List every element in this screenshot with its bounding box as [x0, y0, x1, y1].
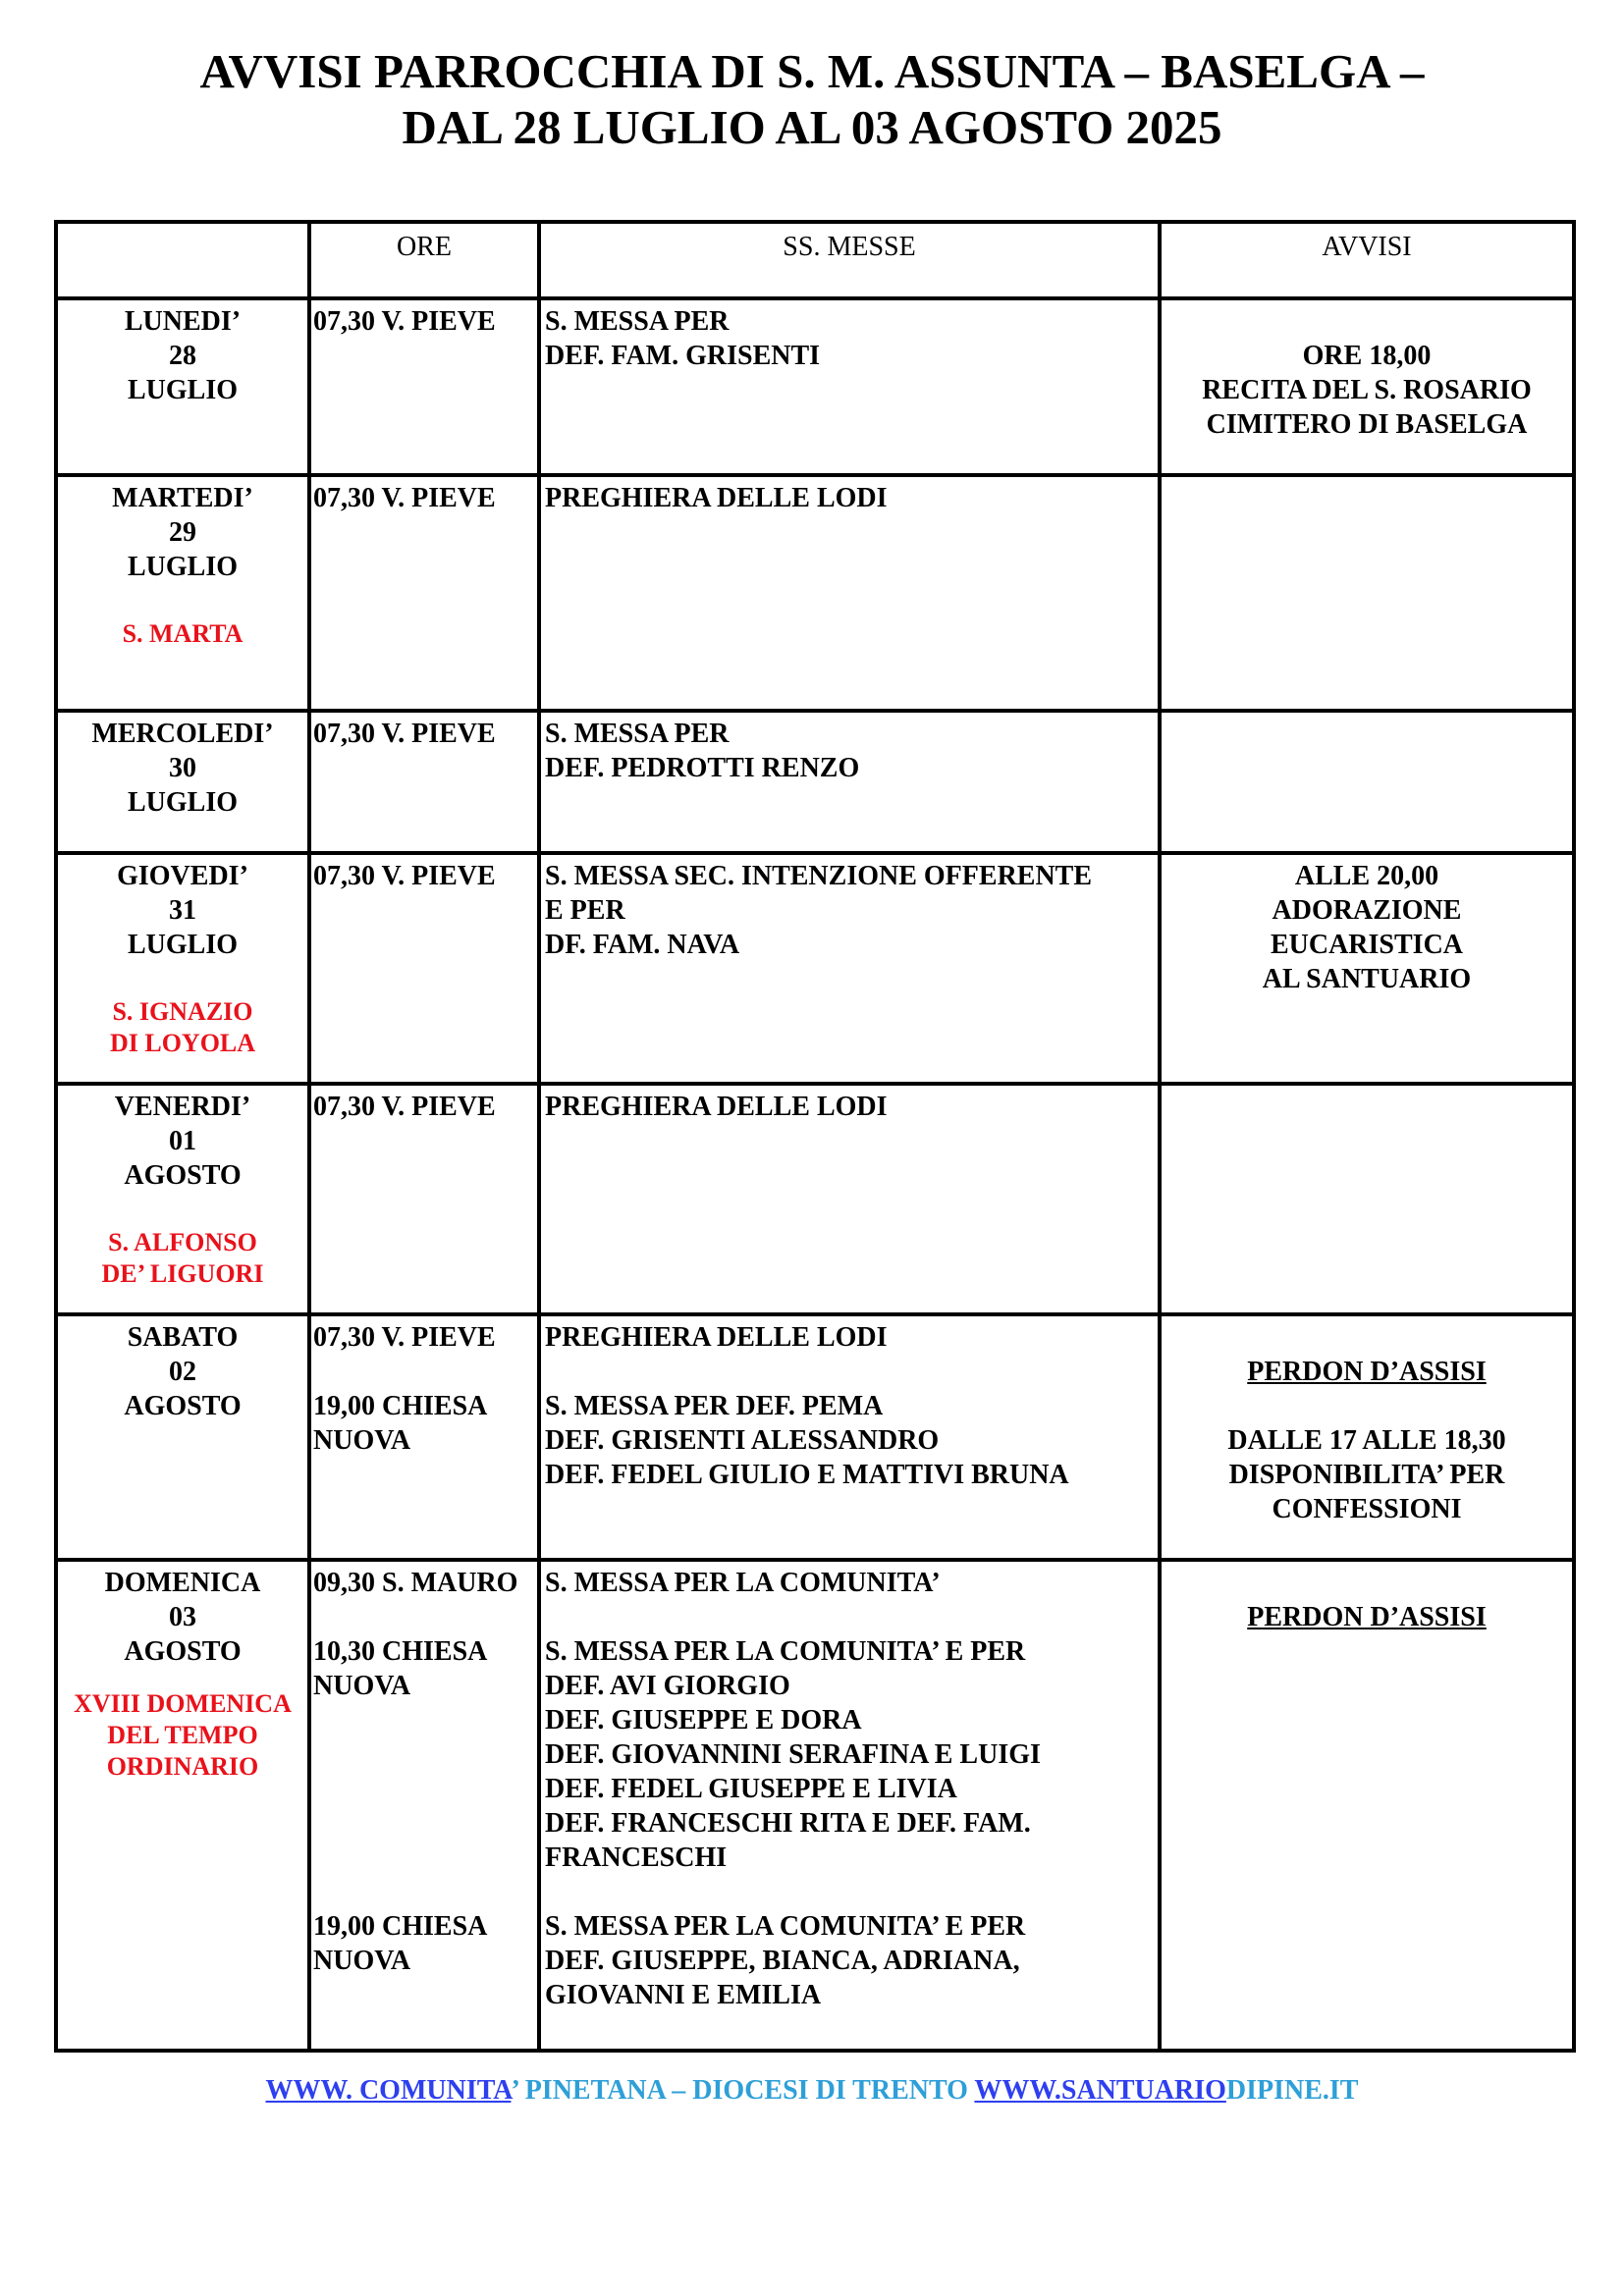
day-line: 29 — [169, 517, 196, 548]
saint-name: S. IGNAZIO — [112, 997, 253, 1026]
day-line: AGOSTO — [124, 1636, 242, 1667]
footer — [0, 2075, 1624, 2107]
ore-line — [313, 1600, 537, 1634]
table-row — [56, 1560, 1574, 2051]
ore-line: NUOVA — [313, 1946, 411, 1976]
saint-name: S. MARTA — [122, 619, 244, 648]
avvisi-line: DISPONIBILITA’ PER — [1228, 1460, 1505, 1490]
messe-line: S. MESSA PER LA COMUNITA’ — [545, 1568, 941, 1598]
messe-line: PREGHIERA DELLE LODI — [545, 1092, 888, 1122]
day-line: MARTEDI’ — [112, 483, 253, 513]
header-messe: SS. MESSE — [539, 222, 1160, 298]
messe-line: S. MESSA PER LA COMUNITA’ E PER — [545, 1911, 1026, 1942]
messe-line: DEF. PEDROTTI RENZO — [545, 753, 860, 783]
avvisi-line: ADORAZIONE — [1272, 895, 1462, 926]
table-row — [56, 1314, 1574, 1560]
ore-line: 07,30 V. PIEVE — [313, 306, 496, 337]
messe-line: DEF. GIUSEPPE E DORA — [545, 1705, 862, 1735]
messe-line: PREGHIERA DELLE LODI — [545, 483, 888, 513]
messe-line: DEF. GIUSEPPE, BIANCA, ADRIANA, — [545, 1946, 1020, 1976]
messe-line: DEF. FEDEL GIULIO E MATTIVI BRUNA — [545, 1460, 1069, 1490]
ore-cell — [309, 1084, 539, 1314]
messe-line: DEF. GIOVANNINI SERAFINA E LUIGI — [545, 1739, 1041, 1770]
messe-line: E PER — [545, 895, 625, 926]
table-row — [56, 1084, 1574, 1314]
avvisi-line: AL SANTUARIO — [1262, 964, 1472, 994]
spacer — [1162, 1389, 1572, 1423]
ore-line — [313, 1806, 537, 1841]
table-row — [56, 711, 1574, 853]
messe-cell — [539, 298, 1160, 475]
avvisi-line: DALLE 17 ALLE 18,30 — [1227, 1425, 1506, 1456]
table-row — [56, 475, 1574, 711]
messe-line: S. MESSA PER — [545, 306, 730, 337]
footer-text-tail: DIPINE.IT — [1225, 2075, 1359, 2106]
footer-link-comunita[interactable]: WWW. COMUNITA — [265, 2075, 512, 2106]
day-cell — [56, 711, 309, 853]
ore-cell — [309, 853, 539, 1084]
day-line: LUGLIO — [127, 375, 239, 405]
ore-line — [313, 1355, 537, 1389]
saint-name: DE’ LIGUORI — [101, 1259, 264, 1288]
messe-line — [545, 1600, 1158, 1634]
messe-cell — [539, 1084, 1160, 1314]
messe-line: DEF. GRISENTI ALESSANDRO — [545, 1425, 940, 1456]
ore-line: 19,00 CHIESA — [313, 1911, 488, 1942]
table-row — [56, 298, 1574, 475]
avvisi-line: CIMITERO DI BASELGA — [1206, 409, 1528, 440]
messe-cell — [539, 711, 1160, 853]
header-avvisi: AVVISI — [1160, 222, 1574, 298]
day-line: MERCOLEDI’ — [91, 719, 274, 749]
ore-cell — [309, 1560, 539, 2051]
ore-line — [313, 1703, 537, 1737]
day-line: VENERDI’ — [114, 1092, 251, 1122]
avvisi-heading: PERDON D’ASSISI — [1247, 1357, 1487, 1387]
day-cell — [56, 1314, 309, 1560]
ore-line: 19,00 CHIESA — [313, 1391, 488, 1421]
ore-cell — [309, 1314, 539, 1560]
ore-cell — [309, 475, 539, 711]
day-line: LUGLIO — [127, 552, 239, 582]
saint-name: DI LOYOLA — [109, 1029, 256, 1057]
ore-cell — [309, 298, 539, 475]
avvisi-cell — [1160, 711, 1574, 853]
day-line: AGOSTO — [124, 1391, 242, 1421]
ore-line — [313, 1737, 537, 1772]
footer-text: ’ PINETANA – DIOCESI DI TRENTO — [511, 2075, 975, 2106]
ore-line: NUOVA — [313, 1425, 411, 1456]
schedule-table — [54, 220, 1576, 2053]
day-line: 03 — [169, 1602, 196, 1632]
avvisi-line: EUCARISTICA — [1270, 930, 1464, 960]
messe-line: S. MESSA PER — [545, 719, 730, 749]
messe-line — [545, 1875, 1158, 1909]
spacer — [58, 584, 307, 618]
messe-line: PREGHIERA DELLE LODI — [545, 1322, 888, 1353]
day-cell — [56, 1084, 309, 1314]
day-cell — [56, 298, 309, 475]
messe-cell — [539, 1560, 1160, 2051]
day-line: 30 — [169, 753, 196, 783]
saint-name: XVIII DOMENICA — [74, 1689, 292, 1718]
spacer — [58, 1669, 307, 1688]
messe-line: DEF. AVI GIORGIO — [545, 1671, 790, 1701]
table-row — [56, 853, 1574, 1084]
schedule-body — [56, 298, 1574, 2051]
day-line: AGOSTO — [124, 1160, 242, 1191]
ore-line — [313, 1875, 537, 1909]
day-line: LUNEDI’ — [124, 306, 242, 337]
ore-line: 07,30 V. PIEVE — [313, 861, 496, 891]
day-line: 28 — [169, 341, 196, 371]
ore-line — [313, 1772, 537, 1806]
day-line: LUGLIO — [127, 930, 239, 960]
page-title-line-1: AVVISI PARROCCHIA DI S. M. ASSUNTA – BASELGA – — [199, 44, 1425, 98]
avvisi-cell — [1160, 1314, 1574, 1560]
ore-line: 07,30 V. PIEVE — [313, 483, 496, 513]
avvisi-heading: PERDON D’ASSISI — [1247, 1602, 1487, 1632]
day-cell — [56, 475, 309, 711]
ore-line — [313, 1841, 537, 1875]
saint-name: DEL TEMPO — [107, 1721, 258, 1749]
saint-name: ORDINARIO — [106, 1752, 259, 1781]
avvisi-cell — [1160, 475, 1574, 711]
saint-name: S. ALFONSO — [108, 1228, 257, 1256]
ore-line: 07,30 V. PIEVE — [313, 719, 496, 749]
day-line: 02 — [169, 1357, 196, 1387]
day-cell — [56, 853, 309, 1084]
spacer — [58, 1193, 307, 1227]
avvisi-line — [1162, 304, 1572, 339]
avvisi-line: ALLE 20,00 — [1294, 861, 1439, 891]
header-day — [56, 222, 309, 298]
messe-cell — [539, 1314, 1160, 1560]
messe-cell — [539, 475, 1160, 711]
messe-cell — [539, 853, 1160, 1084]
messe-line: DEF. FAM. GRISENTI — [545, 341, 821, 371]
spacer — [1162, 1566, 1572, 1600]
ore-line: 10,30 CHIESA — [313, 1636, 488, 1667]
avvisi-cell — [1160, 1560, 1574, 2051]
avvisi-line: ORE 18,00 — [1302, 341, 1432, 371]
messe-line: FRANCESCHI — [545, 1842, 728, 1873]
spacer — [58, 962, 307, 996]
messe-line: DEF. FRANCESCHI RITA E DEF. FAM. — [545, 1808, 1031, 1839]
spacer — [1162, 1320, 1572, 1355]
day-line: 01 — [169, 1126, 196, 1156]
day-line: GIOVEDI’ — [117, 861, 248, 891]
day-line: SABATO — [127, 1322, 239, 1353]
messe-line: DEF. FEDEL GIUSEPPE E LIVIA — [545, 1774, 957, 1804]
ore-cell — [309, 711, 539, 853]
footer-link-santuario[interactable]: WWW.SANTUARIO — [974, 2075, 1226, 2106]
ore-line: 07,30 V. PIEVE — [313, 1092, 496, 1122]
day-line: LUGLIO — [127, 787, 239, 818]
day-cell — [56, 1560, 309, 2051]
messe-line: S. MESSA PER DEF. PEMA — [545, 1391, 884, 1421]
day-line: DOMENICA — [104, 1568, 261, 1598]
avvisi-cell — [1160, 1084, 1574, 1314]
messe-line — [545, 1355, 1158, 1389]
header-row — [56, 222, 1574, 298]
avvisi-cell — [1160, 298, 1574, 475]
messe-line: GIOVANNI E EMILIA — [545, 1980, 822, 2010]
avvisi-line: RECITA DEL S. ROSARIO — [1202, 375, 1532, 405]
ore-line: 07,30 V. PIEVE — [313, 1322, 496, 1353]
page-title-line-2: DAL 28 LUGLIO AL 03 AGOSTO 2025 — [402, 100, 1222, 154]
messe-line: S. MESSA SEC. INTENZIONE OFFERENTE — [545, 861, 1093, 891]
day-line: 31 — [169, 895, 196, 926]
header-ore: ORE — [309, 222, 539, 298]
avvisi-line: CONFESSIONI — [1272, 1494, 1462, 1524]
ore-line: 09,30 S. MAURO — [313, 1568, 518, 1598]
avvisi-cell — [1160, 853, 1574, 1084]
messe-line: S. MESSA PER LA COMUNITA’ E PER — [545, 1636, 1026, 1667]
ore-line: NUOVA — [313, 1671, 411, 1701]
messe-line: DF. FAM. NAVA — [545, 930, 740, 960]
